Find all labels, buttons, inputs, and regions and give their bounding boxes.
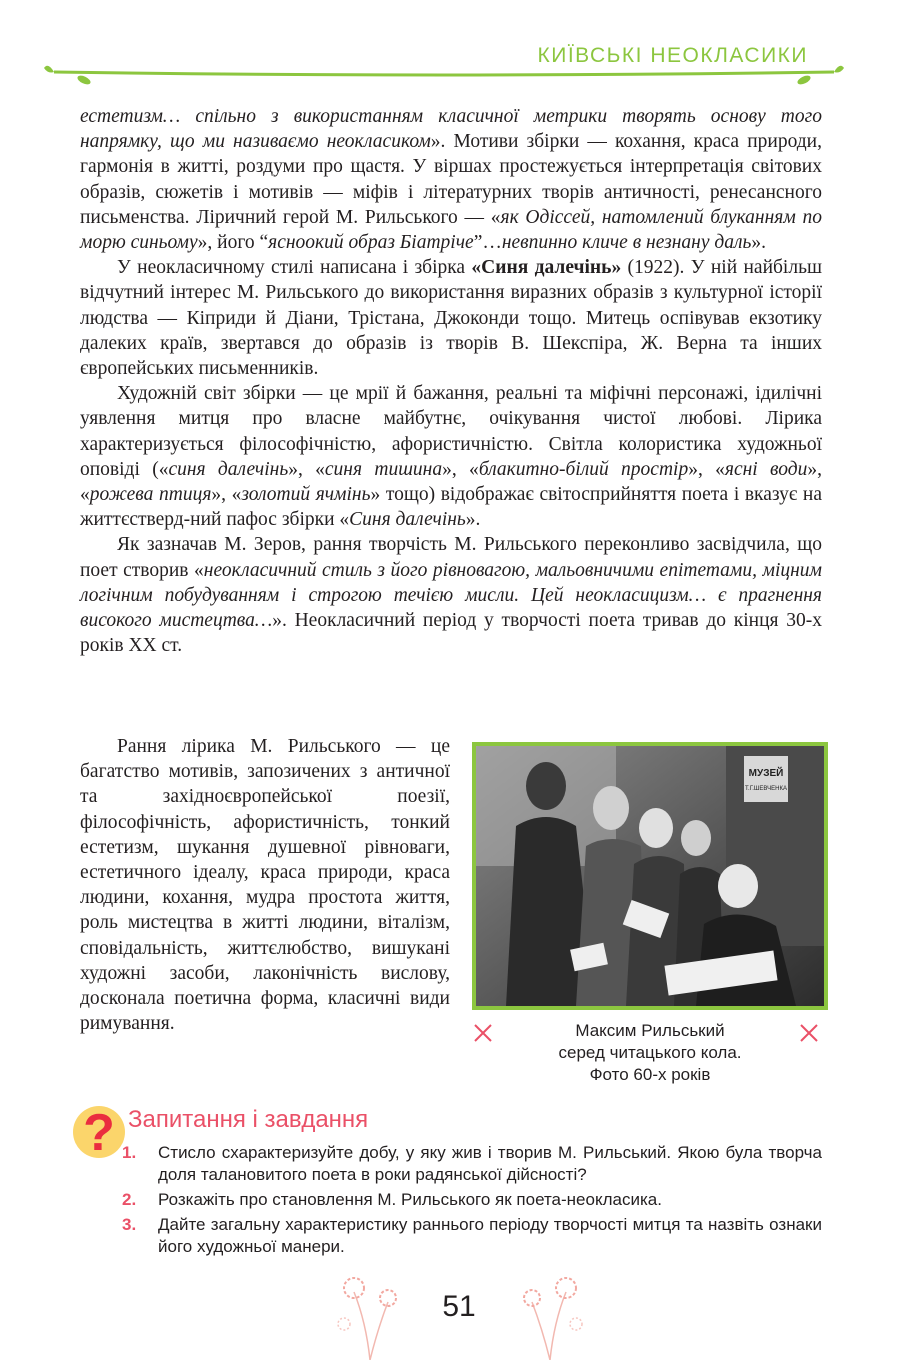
text-run: ». xyxy=(465,509,481,531)
paragraph-2 xyxy=(80,255,822,381)
text-run: неокласичний стиль з його рівновагою, мальовничими епітетами, міцним логічним побудуванням і строгою течією мисли. Цей неокласицизм… є прагнення високого мистецтва… xyxy=(80,559,822,632)
question-mark-icon xyxy=(70,1100,128,1162)
paragraph-1 xyxy=(80,104,822,255)
museum-sign-line1: МУЗЕЙ xyxy=(748,768,784,779)
text-run: рожева птиця xyxy=(89,484,212,506)
question-text: Розкажіть про становлення М. Рильського як поета-неокласика. xyxy=(158,1190,662,1209)
decorative-flowers-right xyxy=(510,1262,590,1360)
page-number: 51 xyxy=(442,1290,476,1323)
text-run: Художній світ збірки — це мрії й бажання, реальні та міфічні персонажі, ідилічні уявлення митця про власне майбутнє, очікування чистої любові. Лірика характеризується філософічністю, афористичністю. Світла колористика художньої оповіді (« xyxy=(80,383,822,480)
text-run: », « xyxy=(211,484,242,506)
questions-list xyxy=(122,1142,822,1261)
text-run: як Одіссей, натомлений блуканням по морю синьому xyxy=(80,206,822,254)
paragraph-3 xyxy=(80,381,822,532)
question-number: 1. xyxy=(122,1143,137,1162)
header-vine-divider xyxy=(44,58,844,88)
svg-text:?: ? xyxy=(83,1104,115,1162)
caption-line-3: Фото 60-х років xyxy=(589,1065,711,1084)
text-run: », « xyxy=(688,458,725,480)
text-run: (1922). У ній найбільш відчутний інтерес М. Рильського до використання виразних образів з культурної історії людства — Кіприди й Діани, Трістана, Джоконди тощо. Митець оспівував екзотику далеких країв, звертався до образів із творів В. Шекспіра, Ж. Верна та інших європейських письменників. xyxy=(80,257,822,380)
caption-cross-mark-left xyxy=(472,1022,494,1044)
text-run: ». Мотиви збірки — кохання, краса природи, гармонія в житті, роздуми про щастя. У віршах простежується інтерпретація світових образів, сюжетів і мотивів — міфів і літературних творів античності, ренесансного письменства. Ліричний герой М. Рильського — « xyxy=(80,131,822,228)
text-run: ». Неокласичний період у творчості поета тривав до кінця 30-х років XX ст. xyxy=(80,610,822,657)
text-run: », його “ xyxy=(197,232,269,254)
text-run: », « xyxy=(288,458,325,480)
text-run: блакитно-білий простір xyxy=(478,458,689,480)
paragraph-5: Рання лірика М. Рильського — це багатство мотивів, запозичених з античної та західноєвропейської поезії, філософічність, афористичність, тонкий естетизм, шукання душевної рівноваги, естетичного ідеалу, краса природи, краса людини, кохання, мудра простота життя, роль мистецтва в житті людини, віталізм, сповідальність, життєлюбство, вишукані художні засоби, лаконічність вислову, досконала поетична форма, класичні види римування. xyxy=(80,736,450,1035)
photo-caption xyxy=(520,1020,780,1086)
caption-line-2: серед читацького кола. xyxy=(558,1043,742,1062)
text-run: У неокласичному стилі написана і збірка xyxy=(117,257,472,279)
question-number: 3. xyxy=(122,1215,137,1234)
museum-sign-line2: Т.Г.ШЕВЧЕНКА xyxy=(745,786,787,792)
text-run: ясноокий образ Біатріче xyxy=(268,232,474,254)
text-run: ». xyxy=(751,232,766,254)
text-run: золотий ячмінь xyxy=(241,484,371,506)
questions-heading: Запитання і завдання xyxy=(128,1106,369,1133)
question-text: Дайте загальну характеристику раннього періоду творчості митця та назвіть ознаки його художньої манери. xyxy=(158,1215,822,1256)
text-run: синя тишина xyxy=(324,458,443,480)
question-number: 2. xyxy=(122,1190,137,1209)
main-text xyxy=(80,104,822,658)
caption-cross-mark-right xyxy=(798,1022,820,1044)
photo-rylsky-readers xyxy=(472,742,828,1010)
photo-image xyxy=(476,746,824,1006)
text-run: ясні води xyxy=(724,458,808,480)
text-run: Як зазначав М. Зеров, рання творчість М. Рильського переконливо засвідчила, що поет створив « xyxy=(80,534,822,581)
text-run: невпинно кличе в незнану даль xyxy=(501,232,752,254)
text-run: » тощо) відображає світосприйняття поета і вказує на життєстверд-ний пафос збірки « xyxy=(80,484,822,531)
text-run: ”… xyxy=(473,232,502,254)
question-item xyxy=(122,1142,822,1186)
text-run: синя далечінь xyxy=(168,458,289,480)
text-run: Синя далечінь xyxy=(349,509,466,531)
text-run: «Синя далечінь» xyxy=(471,257,622,279)
side-column-text xyxy=(80,734,450,1036)
paragraph-4 xyxy=(80,532,822,658)
caption-line-1: Максим Рильський xyxy=(575,1021,725,1040)
section-title: КИЇВСЬКІ НЕОКЛАСИКИ xyxy=(537,44,808,67)
question-text: Стисло схарактеризуйте добу, у яку жив і творив М. Рильський. Якою була творча доля талановитого поета в роки радянської дійсності? xyxy=(158,1143,822,1184)
text-run: », « xyxy=(80,458,822,506)
text-run: », « xyxy=(442,458,479,480)
text-run: естетизм… спільно з використанням класичної метрики творять основу того напрямку, що ми називаємо неокласиком xyxy=(80,106,822,153)
question-item xyxy=(122,1189,822,1211)
question-item xyxy=(122,1214,822,1258)
